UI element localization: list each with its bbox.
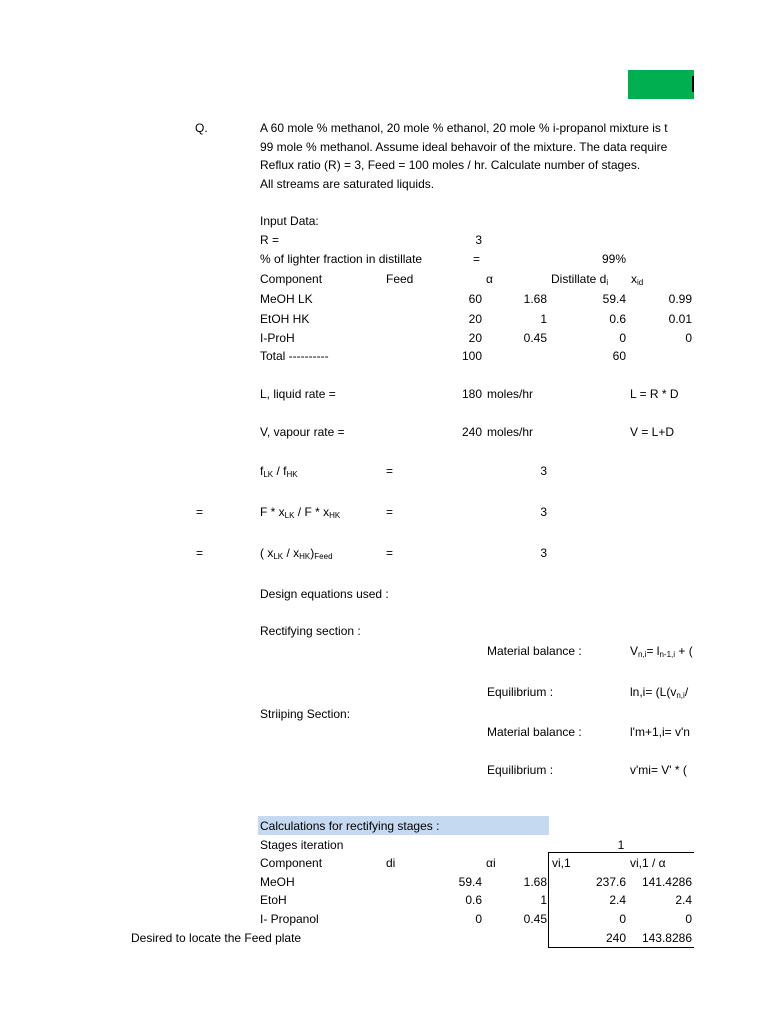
calc-row2-vi: 2.4 xyxy=(609,893,626,907)
v-value: 240 xyxy=(461,425,482,439)
ratio-f-value: 3 xyxy=(540,464,547,478)
eq2-label: Equilibrium : xyxy=(487,763,554,777)
calc-row2-via: 2.4 xyxy=(675,893,692,907)
v-unit: moles/hr xyxy=(487,425,534,439)
row1-d: 59.4 xyxy=(602,292,626,306)
l-formula: L = R * D xyxy=(630,387,679,401)
mb1-label: Material balance : xyxy=(487,644,582,658)
l-label: L, liquid rate = xyxy=(260,387,336,401)
ratio3: ( $x_{LK} / x_{HK})_{Feed}$ xyxy=(260,546,333,561)
frac-value: 99% xyxy=(601,252,626,266)
calc-row2-component: EtoH xyxy=(260,893,287,907)
v-label: V, vapour rate = xyxy=(260,425,345,439)
ratio2-prefix: = xyxy=(196,505,204,519)
calc-row3-component: I- Propanol xyxy=(260,912,319,926)
eq2-formula: v'mi= V' * ( xyxy=(630,763,687,777)
calc-box-top-border xyxy=(548,852,694,853)
row2-d: 0.6 xyxy=(609,312,626,326)
feed-plate-note: Desired to locate the Feed plate xyxy=(131,931,302,945)
frac-label: % of lighter fraction in distillate xyxy=(260,252,423,266)
row3-d: 0 xyxy=(619,331,626,345)
calc-col-via: vi,1 / α xyxy=(630,856,666,870)
iter-value: 1 xyxy=(617,838,625,852)
ratio3-prefix: = xyxy=(196,546,204,560)
r-label: R = xyxy=(260,233,280,247)
row3-alpha: 0.45 xyxy=(523,331,547,345)
calc-row2-ai: 1 xyxy=(540,893,547,907)
row3-x: 0 xyxy=(685,331,692,345)
calc-row2-di: 0.6 xyxy=(465,893,482,907)
v-formula: V = L+D xyxy=(630,425,675,439)
mb1-formula: $V_{n,i}= l_{n-1,i}$ + ( xyxy=(630,644,693,659)
question-line-2: 99 mole % methanol. Assume ideal behavoir of the mixture. The data require xyxy=(260,140,668,154)
row2-feed: 20 xyxy=(468,312,482,326)
mb2-label: Material balance : xyxy=(487,725,582,739)
row2-component: EtOH HK xyxy=(260,312,310,326)
calc-row3-vi: 0 xyxy=(619,912,626,926)
stripping-label: Striiping Section: xyxy=(260,707,351,721)
calc-col-ai: αi xyxy=(486,856,496,870)
row3-component: I-ProH xyxy=(260,331,295,345)
r-value: 3 xyxy=(475,233,482,247)
text-cursor xyxy=(692,76,694,92)
row1-alpha: 1.68 xyxy=(523,292,547,306)
total-label: Total ---------- xyxy=(260,349,329,363)
frac-eq: = xyxy=(473,252,481,266)
calc-row1-vi: 237.6 xyxy=(595,875,626,889)
calc-row3-via: 0 xyxy=(685,912,692,926)
question-line-3: Reflux ratio (R) = 3, Feed = 100 moles / hr. Calculate number of stages. xyxy=(260,158,641,172)
calc-box-bottom-border xyxy=(548,947,694,948)
col-alpha: α xyxy=(486,272,493,286)
ratio-f-eq: = xyxy=(386,464,394,478)
l-value: 180 xyxy=(461,387,482,401)
question-line-4: All streams are saturated liquids. xyxy=(260,177,435,191)
l-unit: moles/hr xyxy=(487,387,534,401)
calc-box-left-border xyxy=(548,852,549,948)
ratio2: F * $x_{LK}$ / F * $x_{HK}$ xyxy=(260,505,341,520)
row3-feed: 20 xyxy=(468,331,482,345)
calc-row1-via: 141.4286 xyxy=(641,875,692,889)
col-component: Component xyxy=(260,272,323,286)
calc-row1-component: MeOH xyxy=(260,875,295,889)
calc-col-vi: vi,1 xyxy=(552,856,571,870)
rectifying-label: Rectifying section : xyxy=(260,624,361,638)
row2-x: 0.01 xyxy=(668,312,692,326)
total-feed: 100 xyxy=(461,349,482,363)
calc-col-component: Component xyxy=(260,856,323,870)
question-label: Q. xyxy=(195,121,208,135)
header-tab[interactable] xyxy=(628,70,694,99)
ratio2-value: 3 xyxy=(540,505,547,519)
ratio3-eq: = xyxy=(386,546,394,560)
calc-row3-di: 0 xyxy=(475,912,482,926)
calc-title: Calculations for rectifying stages : xyxy=(260,819,440,833)
col-xid: $x_{id}$ xyxy=(631,272,644,287)
row2-alpha: 1 xyxy=(540,312,547,326)
calc-row1-ai: 1.68 xyxy=(523,875,547,889)
row1-component: MeOH LK xyxy=(260,292,313,306)
eq1-formula: $\ln,i= (L(v_{n,i}/$ xyxy=(630,685,689,700)
mb2-formula: l'm+1,i= v'n xyxy=(630,725,690,739)
col-feed: Feed xyxy=(386,272,414,286)
ratio2-eq: = xyxy=(386,505,394,519)
calc-col-di: di xyxy=(386,856,396,870)
calc-row3-ai: 0.45 xyxy=(523,912,547,926)
row1-feed: 60 xyxy=(468,292,482,306)
question-line-1: A 60 mole % methanol, 20 mole % ethanol, 20 mole % i-propanol mixture is t xyxy=(260,121,668,135)
ratio-f: $f_{LK} / f_{HK}$ xyxy=(260,464,298,479)
row1-x: 0.99 xyxy=(668,292,692,306)
design-title: Design equations used : xyxy=(260,587,389,601)
calc-total-via: 143.8286 xyxy=(641,931,692,945)
eq1-label: Equilibrium : xyxy=(487,685,554,699)
iter-label: Stages iteration xyxy=(260,838,344,852)
calc-total-vi: 240 xyxy=(605,931,626,945)
total-d: 60 xyxy=(612,349,626,363)
ratio3-value: 3 xyxy=(540,546,547,560)
col-distillate: Distillate $d_i$ xyxy=(551,272,609,287)
calc-row1-di: 59.4 xyxy=(458,875,482,889)
input-title: Input Data: xyxy=(260,214,319,228)
